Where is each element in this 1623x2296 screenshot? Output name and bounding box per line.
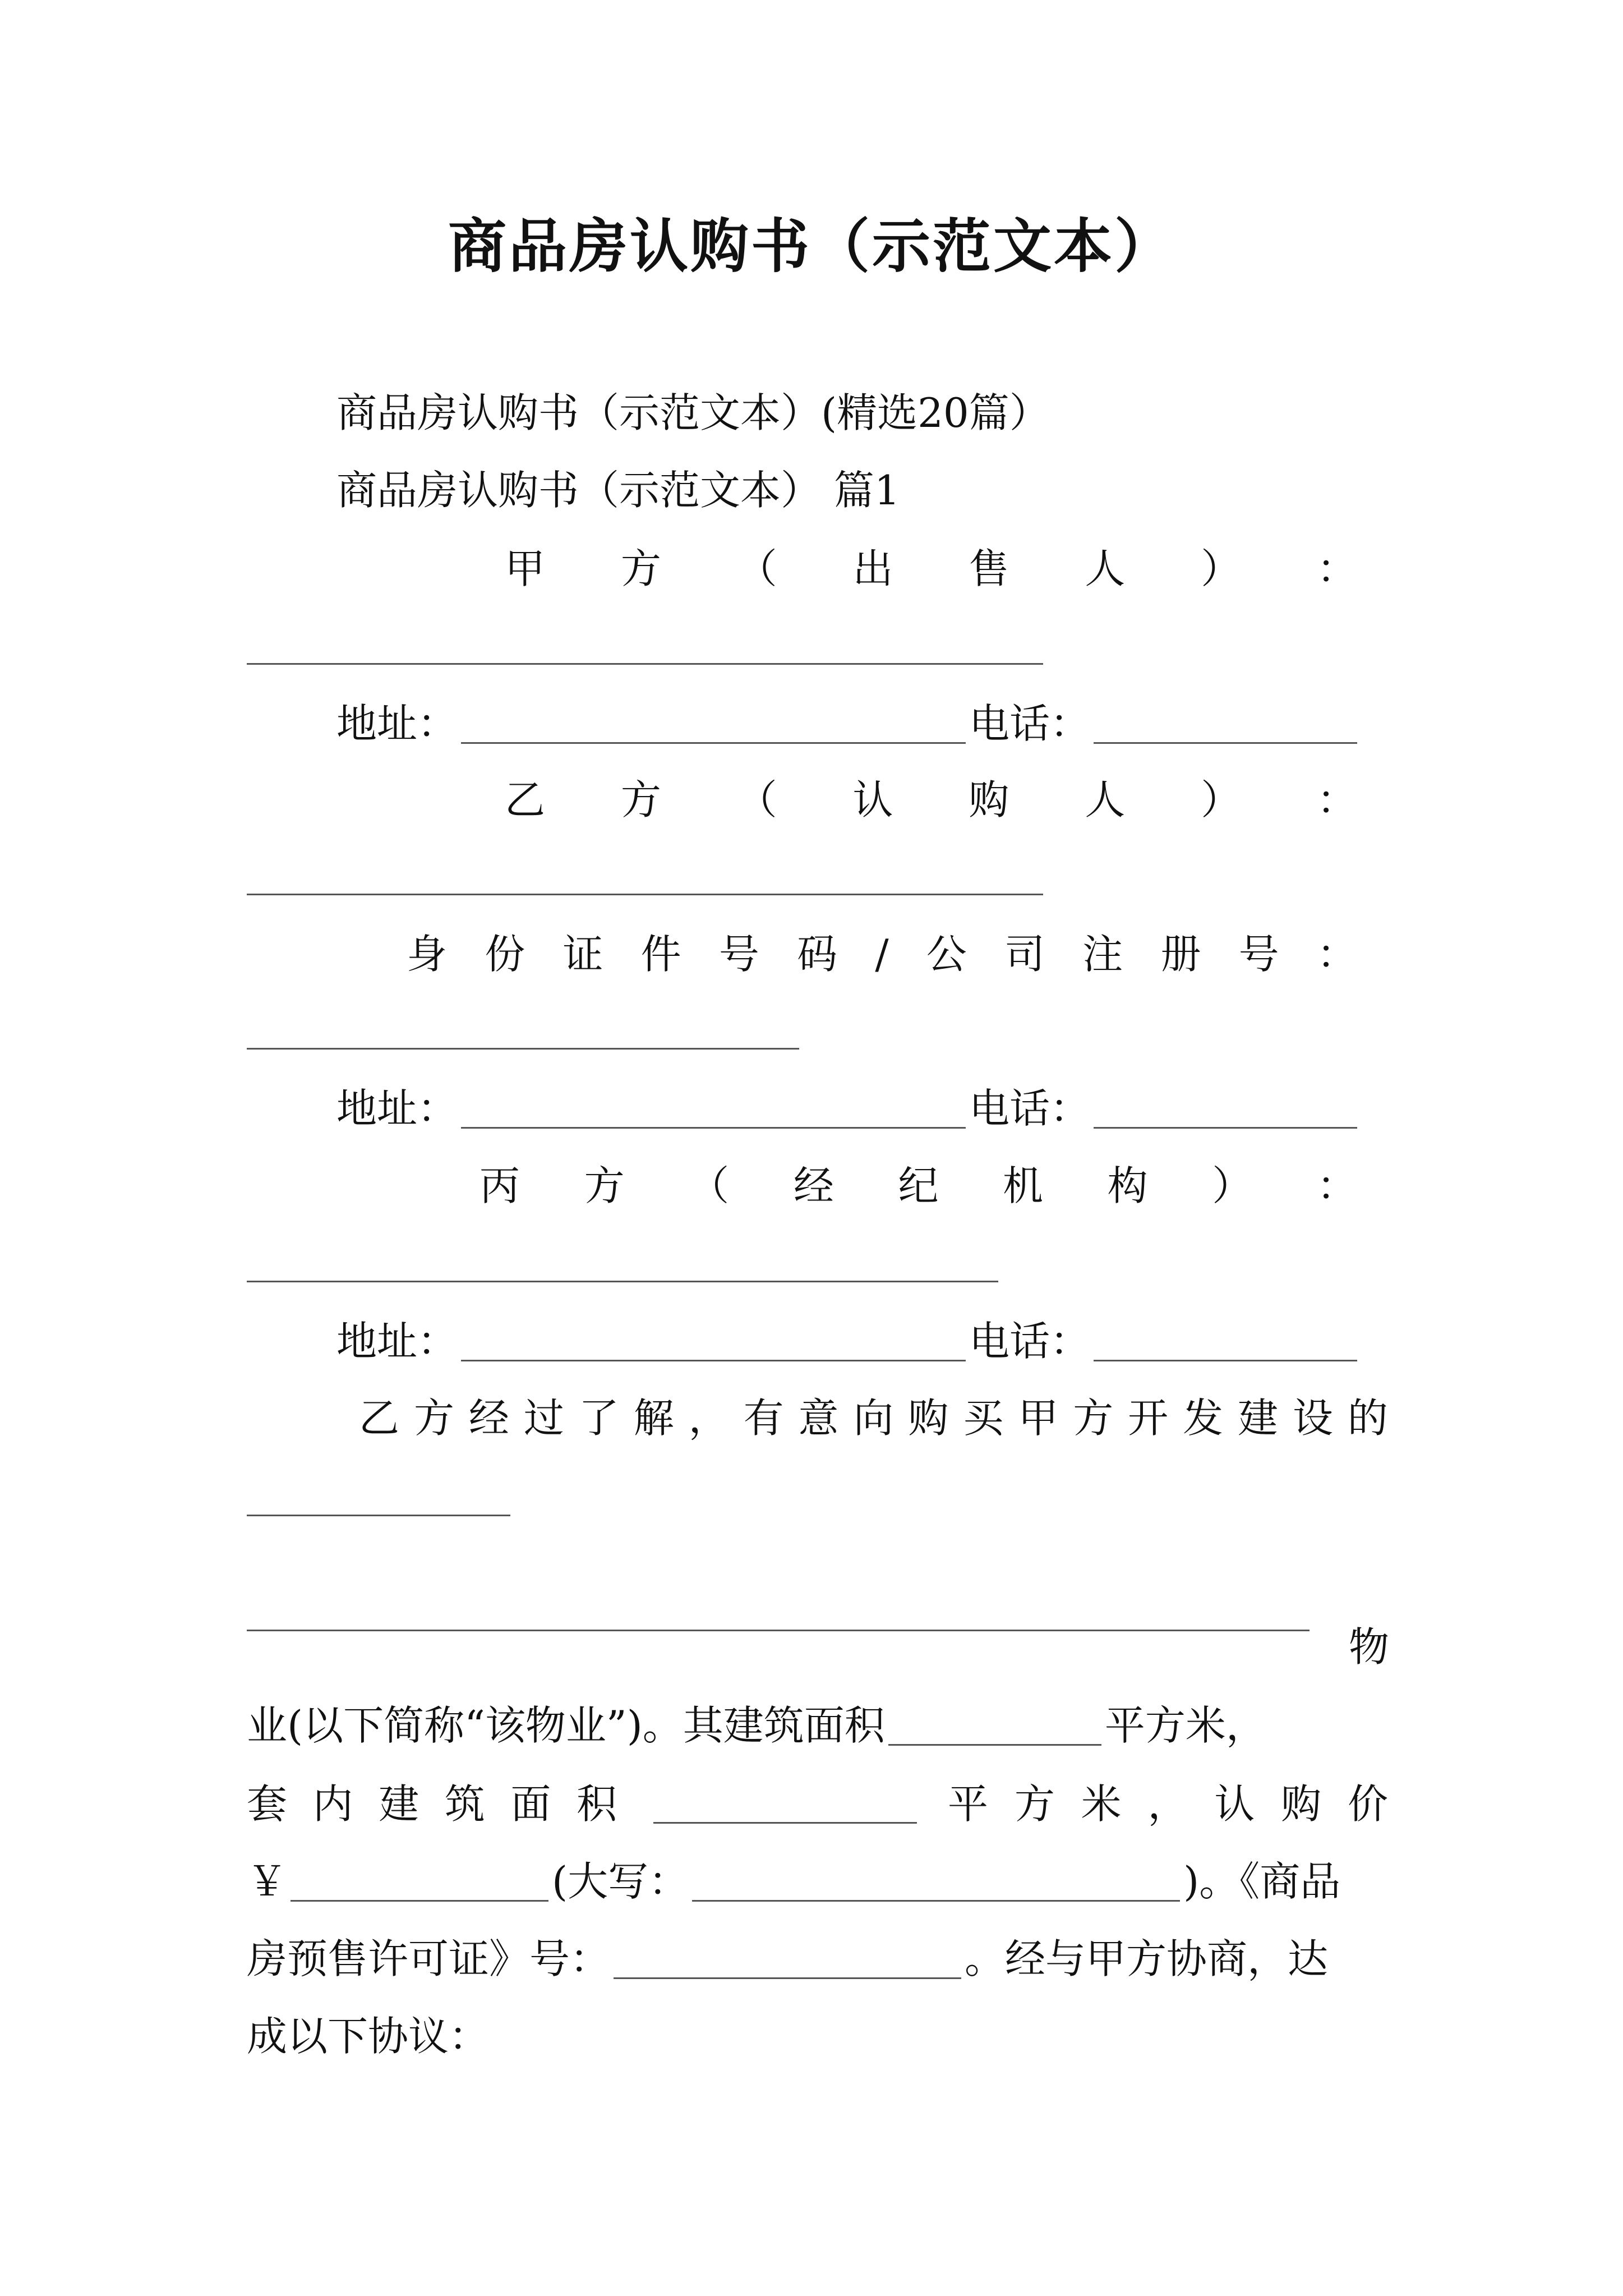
- subtitle-article: 商品房认购书（示范文本） 篇1: [336, 467, 900, 514]
- party-b-name-field[interactable]: [247, 894, 1043, 895]
- party-b-phone-field[interactable]: [1094, 1091, 1357, 1129]
- wu-char: 物: [1349, 1623, 1390, 1671]
- area-sentence: 业(以下简称“该物业”)。其建筑面积 平方米，: [247, 1702, 1266, 1749]
- party-a-address-row: 地址： 电话：: [336, 703, 1361, 744]
- party-c-address-field[interactable]: [461, 1324, 966, 1361]
- price-field[interactable]: [291, 1864, 548, 1902]
- party-c-name-field[interactable]: [247, 1281, 998, 1282]
- property-location-field[interactable]: [247, 1630, 1310, 1631]
- price-uppercase-field[interactable]: [692, 1864, 1180, 1902]
- project-name-field[interactable]: [247, 1515, 510, 1516]
- inner-area-field[interactable]: [653, 1822, 917, 1824]
- party-b-address-row: 地址： 电话：: [336, 1088, 1361, 1129]
- party-a-name-field[interactable]: [247, 663, 1043, 665]
- building-area-field[interactable]: [888, 1708, 1101, 1746]
- party-c-label: 丙 方 （ 经 纪 机 构 ） ：: [479, 1162, 1357, 1209]
- party-b-address-field[interactable]: [461, 1091, 966, 1129]
- party-c-phone-field[interactable]: [1094, 1324, 1357, 1361]
- party-a-phone-field[interactable]: [1094, 706, 1357, 744]
- price-row: ￥ (大写： )。《商品: [247, 1858, 1341, 1905]
- id-number-field[interactable]: [247, 1048, 799, 1050]
- intro-sentence: 乙 方 经 过 了 解 ， 有 意 向 购 买 甲 方 开 发 建 设 的: [359, 1395, 1388, 1442]
- party-a-label: 甲 方 （ 出 售 人 ） ：: [505, 545, 1357, 592]
- party-c-address-row: 地址： 电话：: [336, 1321, 1361, 1361]
- document-title: 商品房认购书（示范文本）: [448, 211, 1175, 280]
- party-a-address-field[interactable]: [461, 706, 966, 744]
- price-label: 平 方 米 ， 认 购 价: [948, 1780, 1388, 1828]
- presale-permit-row: 房预售许可证》号： 。经与甲方协商，达: [247, 1935, 1329, 1982]
- agreement-intro: 成以下协议：: [247, 2013, 490, 2060]
- presale-permit-field[interactable]: [614, 1941, 961, 1979]
- subtitle-collection: 商品房认购书（示范文本）(精选20篇）: [336, 389, 1050, 436]
- inner-area-label: 套 内 建 筑 面 积: [247, 1780, 617, 1828]
- party-b-label: 乙 方 （ 认 购 人 ） ：: [505, 776, 1357, 823]
- id-number-label: 身 份 证 件 号 码 / 公 司 注 册 号 ：: [407, 931, 1357, 978]
